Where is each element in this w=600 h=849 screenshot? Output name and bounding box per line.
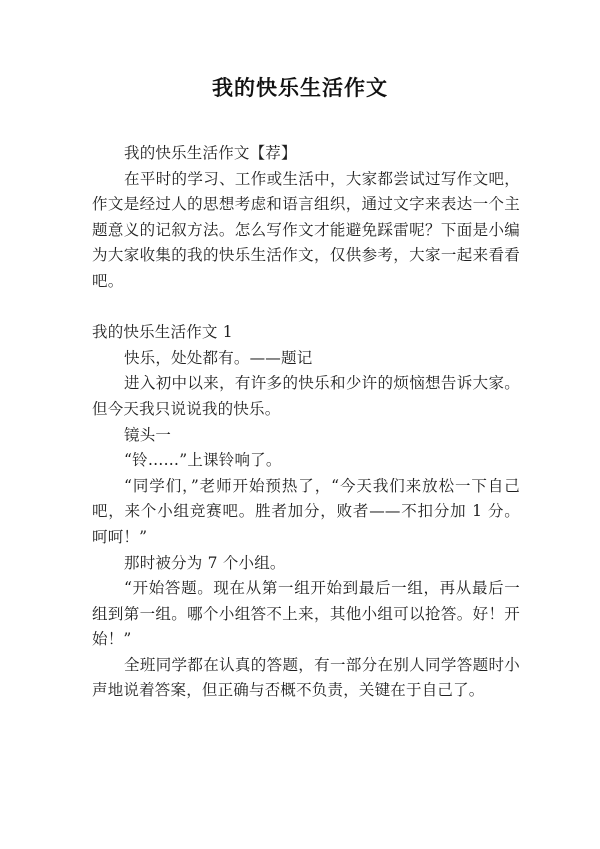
epigraph-paragraph: 快乐，处处都有。——题记 bbox=[124, 348, 313, 367]
subtitle-paragraph: 我的快乐生活作文【荐】 bbox=[124, 144, 297, 162]
body-paragraph: 进入初中以来，有许多的快乐和少许的烦恼想告诉大家。但今天我只说说我的快乐。 bbox=[92, 374, 520, 418]
scene-heading: 镜头一 bbox=[124, 425, 172, 444]
intro-paragraph: 在平时的学习、工作或生活中，大家都尝试过写作文吧，作文是经过人的思想考虑和语言组织，通过文字来表达一个主题意义的记叙方法。怎么写作文才能避免踩雷呢？下面是小编为大家收集的我的快乐生活作文，仅供参考，大家一起来看看吧。 bbox=[92, 169, 520, 290]
body-paragraph: 全班同学都在认真的答题，有一部分在别人同学答题时小声地说着答案，但正确与否概不负责，关键在于自己了。 bbox=[92, 655, 520, 700]
body-paragraph: “开始答题。现在从第一组开始到最后一组，再从最后一组到第一组。哪个小组答不上来，其他小组可以抢答。好！开始！” bbox=[92, 579, 520, 649]
body-paragraph: “同学们，”老师开始预热了，“今天我们来放松一下自己吧，来个小组竞赛吧。胜者加分，败者——不扣分加 1 分。呵呵！” bbox=[92, 476, 520, 546]
body-paragraph: 那时被分为 7 个小组。 bbox=[124, 553, 286, 572]
document-body bbox=[92, 141, 520, 704]
body-paragraph: “铃……”上课铃响了。 bbox=[124, 451, 282, 470]
document-title: 我的快乐生活作文 bbox=[212, 76, 388, 100]
section-heading: 我的快乐生活作文 1 bbox=[92, 323, 233, 342]
paragraph-spacer bbox=[92, 295, 520, 321]
